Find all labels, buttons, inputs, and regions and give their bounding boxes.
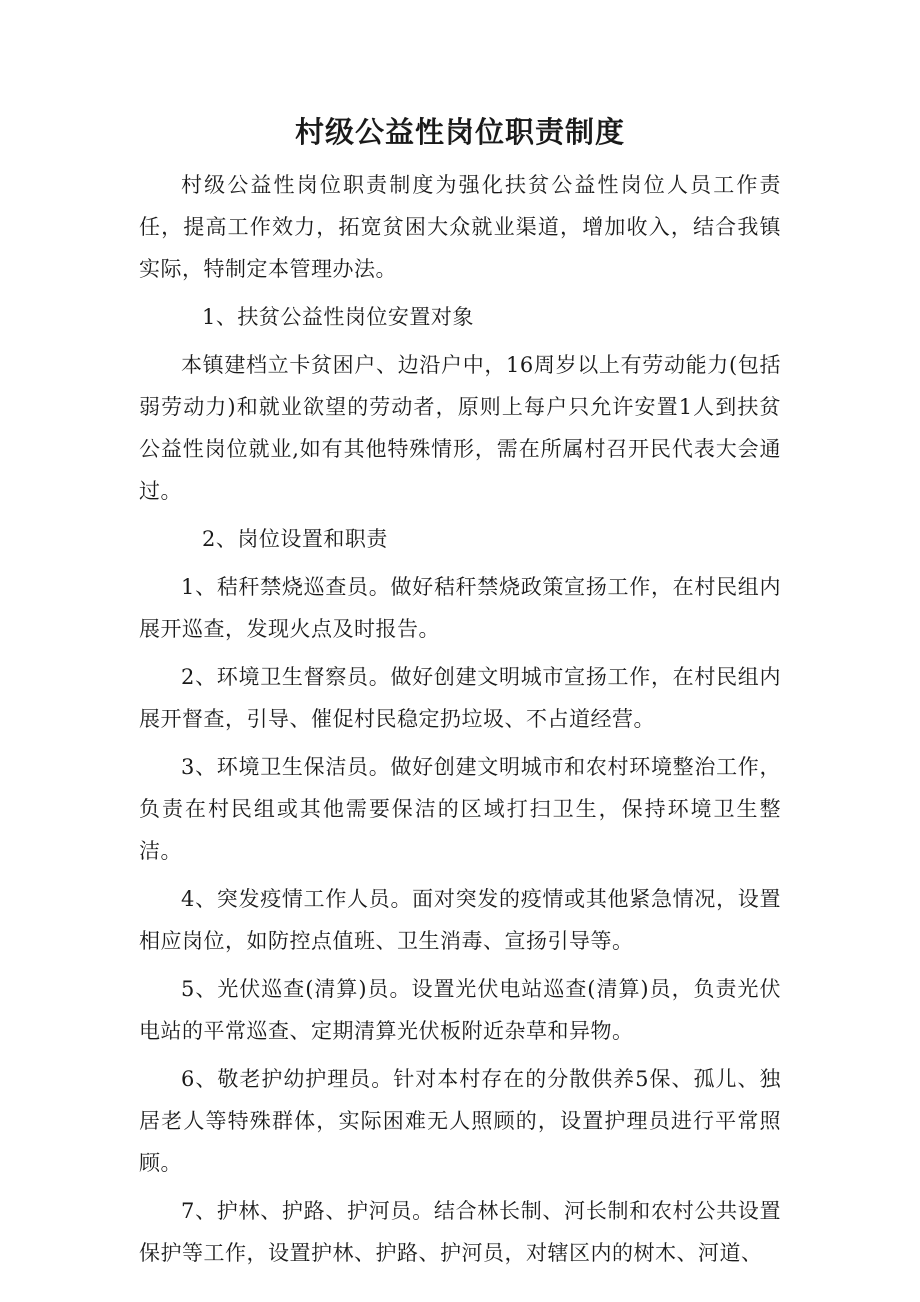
duty-item-sanitation-supervisor: 2、环境卫生督察员。做好创建文明城市宣扬工作，在村民组内展开督查，引导、催促村民稳定扔垃圾、不占道经营。 <box>139 665 781 731</box>
intro-paragraph: 村级公益性岗位职责制度为强化扶贫公益性岗位人员工作责任，提高工作效力，拓宽贫困大众就业渠道，增加收入，结合我镇实际，特制定本管理办法。 <box>139 173 781 281</box>
duty-item-solar-inspector: 5、光伏巡查(清算)员。设置光伏电站巡查(清算)员，负责光伏电站的平常巡查、定期清算光伏板附近杂草和异物。 <box>139 977 781 1043</box>
placement-targets-paragraph: 本镇建档立卡贫困户、边沿户中，16周岁以上有劳动能力(包括弱劳动力)和就业欲望的劳动者，原则上每户只允许安置1人到扶贫公益性岗位就业,如有其他特殊情形，需在所属村召开民代表大会通过。 <box>139 353 781 503</box>
document-title: 村级公益性岗位职责制度 <box>294 115 625 149</box>
duty-item-straw-burning-inspector: 1、秸秆禁烧巡查员。做好秸秆禁烧政策宣扬工作，在村民组内展开巡查，发现火点及时报告。 <box>139 575 781 641</box>
duty-item-elder-child-caregiver: 6、敬老护幼护理员。针对本村存在的分散供养5保、孤儿、独居老人等特殊群体，实际困难无人照顾的，设置护理员进行平常照顾。 <box>139 1067 781 1175</box>
duty-item-forest-road-river-guard: 7、护林、护路、护河员。结合林长制、河长制和农村公共设置保护等工作，设置护林、护路、护河员，对辖区内的树木、河道、 <box>139 1199 781 1265</box>
section-heading-positions-duties: 2、岗位设置和职责 <box>202 527 388 551</box>
section-heading-placement-targets: 1、扶贫公益性岗位安置对象 <box>202 305 474 329</box>
duty-item-epidemic-worker: 4、突发疫情工作人员。面对突发的疫情或其他紧急情况，设置相应岗位，如防控点值班、卫生消毒、宣扬引导等。 <box>139 887 781 953</box>
document-body <box>139 164 781 1280</box>
duty-item-sanitation-cleaner: 3、环境卫生保洁员。做好创建文明城市和农村环境整治工作，负责在村民组或其他需要保洁的区域打扫卫生，保持环境卫生整洁。 <box>139 755 781 863</box>
